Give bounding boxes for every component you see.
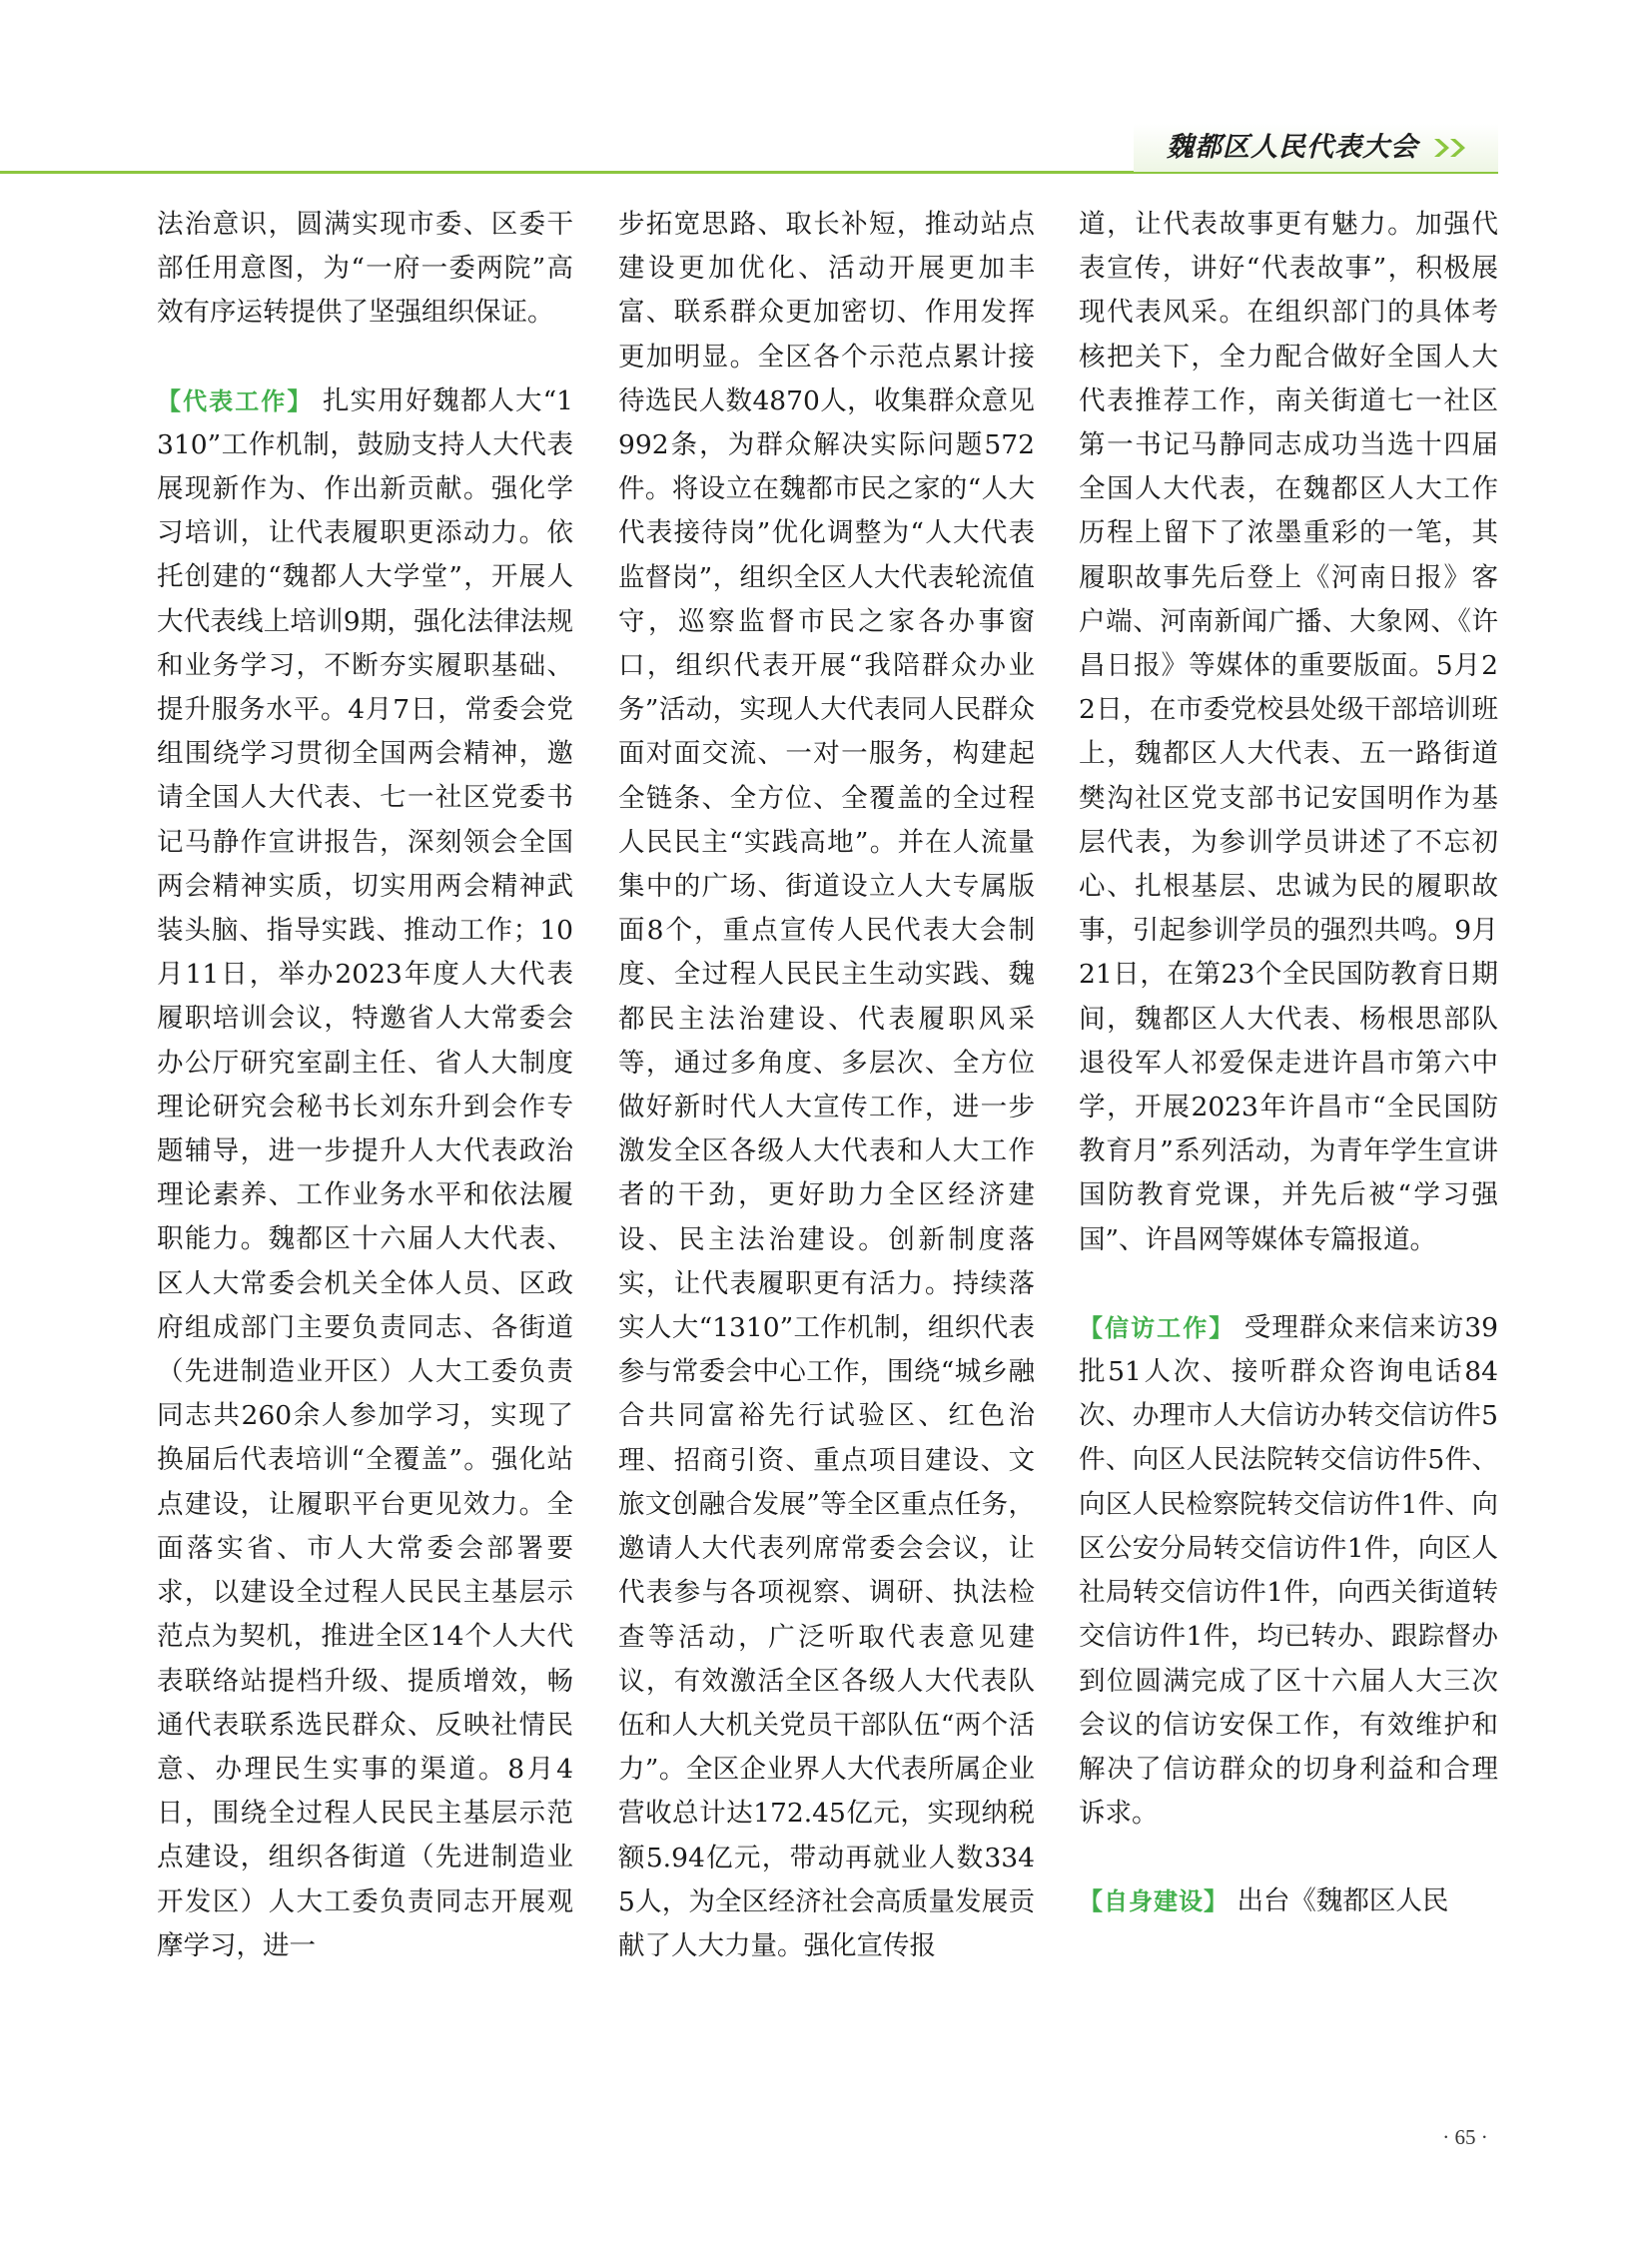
double-chevron-right-icon xyxy=(1432,136,1476,160)
page-number: · 65 · xyxy=(1442,2125,1488,2149)
text-column-middle xyxy=(618,203,1035,1968)
section-title-petition-work: 【信访工作】 xyxy=(1079,1313,1236,1342)
paragraph-body: 出台《魏都区人民 xyxy=(1237,1885,1449,1917)
section-title-representative-work: 【代表工作】 xyxy=(157,386,314,415)
paragraph: 法治意识，圆满实现市委、区委干部任用意图，为“一府一委两院”高效有序运转提供了坚强组织保证。 xyxy=(157,209,573,329)
text-column-right xyxy=(1079,203,1498,1924)
text-column-left xyxy=(157,203,573,1968)
paragraph xyxy=(1079,1879,1498,1923)
paragraph-body: 受理群众来信来访39批51人次、接听群众咨询电话84次、办理市人大信访办转交信访件5件、向区人民法院转交信访件5件、向区人民检察院转交信访件1件、向区公安分局转交信访件1件，向区人社局转交信访件1件，向西关街道转交信访件1件，均已转办、跟踪督办到位圆满完成了区十六届人大三次会议的信访安保工作，有效维护和解决了信访群众的切身利益和合理诉求。 xyxy=(1079,1311,1498,1830)
paragraph: 道，让代表故事更有魅力。加强代表宣传，讲好“代表故事”，积极展现代表风采。在组织部门的具体考核把关下，全力配合做好全国人大代表推荐工作，南关街道七一社区第一书记马静同志成功当选十四届全国人大代表，在魏都区人大工作历程上留下了浓墨重彩的一笔，其履职故事先后登上《河南日报》客户端、河南新闻广播、大象网、《许昌日报》等媒体的重要版面。5月22日，在市委党校县处级干部培训班上，魏都区人大代表、五一路街道樊沟社区党支部书记安国明作为基层代表，为参训学员讲述了不忘初心、扎根基层、忠诚为民的履职故事，引起参训学员的强烈共鸣。9月21日，在第23个全民国防教育日期间，魏都区人大代表、杨根思部队退役军人祁爱保走进许昌市第六中学，开展2023年许昌市“全民国防教育月”系列活动，为青年学生宣讲国防教育党课，并先后被“学习强国”、许昌网等媒体专篇报道。 xyxy=(1079,209,1498,1255)
paragraph xyxy=(157,379,573,1968)
running-header-title: 魏都区人民代表大会 xyxy=(1167,132,1418,163)
paragraph xyxy=(1079,1306,1498,1836)
paragraph: 步拓宽思路、取长补短，推动站点建设更加优化、活动开展更加丰富、联系群众更加密切、作用发挥更加明显。全区各个示范点累计接待选民人数4870人，收集群众意见992条，为群众解决实际问题572件。将设立在魏都市民之家的“人大代表接待岗”优化调整为“人大代表监督岗”，组织全区人大代表轮流值守，巡察监督市民之家各办事窗口，组织代表开展“我陪群众办业务”活动，实现人大代表同人民群众面对面交流、一对一服务，构建起全链条、全方位、全覆盖的全过程人民民主“实践高地”。并在人流量集中的广场、街道设立人大专属版面8个，重点宣传人民代表大会制度、全过程人民民主生动实践、魏都民主法治建设、代表履职风采等，通过多角度、多层次、全方位做好新时代人大宣传工作，进一步激发全区各级人大代表和人大工作者的干劲，更好助力全区经济建设、民主法治建设。创新制度落实，让代表履职更有活力。持续落实人大“1310”工作机制，组织代表参与常委会中心工作，围绕“城乡融合共同富裕先行试验区、红色治理、招商引资、重点项目建设、文旅文创融合发展”等全区重点任务，邀请人大代表列席常委会会议，让代表参与各项视察、调研、执法检查等活动，广泛听取代表意见建议，有效激活全区各级人大代表队伍和人大机关党员干部队伍“两个活力”。全区企业界人大代表所属企业营收总计达172.45亿元，实现纳税额5.94亿元，带动再就业人数3345人，为全区经济社会高质量发展贡献了人大力量。强化宣传报 xyxy=(618,209,1035,1961)
section-title-self-building: 【自身建设】 xyxy=(1079,1887,1229,1916)
paragraph-body: 扎实用好魏都人大“1310”工作机制，鼓励支持人大代表展现新作为、作出新贡献。强化学习培训，让代表履职更添动力。依托创建的“魏都人大学堂”，开展人大代表线上培训9期，强化法律法规和业务学习，不断夯实履职基础、提升服务水平。4月7日，常委会党组围绕学习贯彻全国两会精神，邀请全国人大代表、七一社区党委书记马静作宣讲报告，深刻领会全国两会精神实质，切实用两会精神武装头脑、指导实践、推动工作；10月11日，举办2023年度人大代表履职培训会议，特邀省人大常委会办公厅研究室副主任、省人大制度理论研究会秘书长刘东升到会作专题辅导，进一步提升人大代表政治理论素养、工作业务水平和依法履职能力。魏都区十六届人大代表、区人大常委会机关全体人员、区政府组成部门主要负责同志、各街道（先进制造业开区）人大工委负责同志共260余人参加学习，实现了换届后代表培训“全覆盖”。强化站点建设，让履职平台更见效力。全面落实省、市人大常委会部署要求，以建设全过程人民民主基层示范点为契机，推进全区14个人大代表联络站提档升级、提质增效，畅通代表联系选民群众、反映社情民意、办理民生实事的渠道。8月4日，围绕全过程人民民主基层示范点建设，组织各街道（先进制造业开发区）人大工委负责同志开展观摩学习，进一 xyxy=(157,384,573,1961)
